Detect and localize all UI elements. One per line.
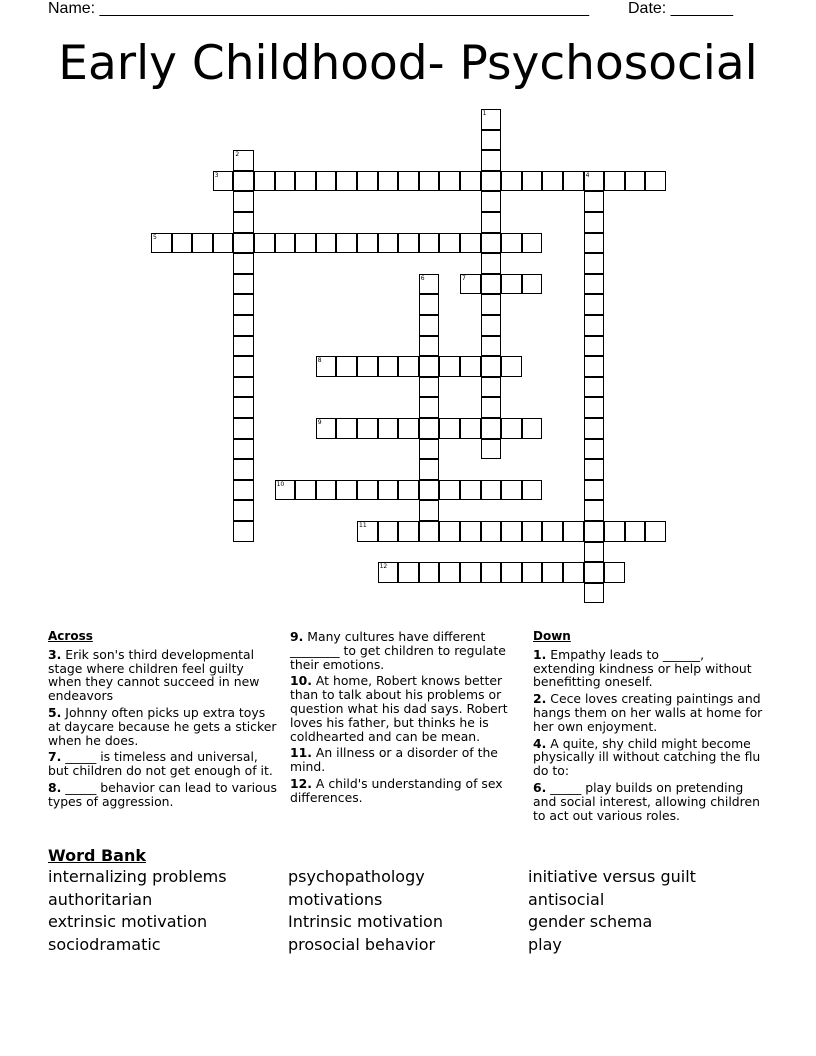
crossword-cell[interactable] xyxy=(501,233,522,254)
crossword-cell[interactable] xyxy=(316,418,337,439)
crossword-cell[interactable] xyxy=(357,171,378,192)
crossword-cell[interactable] xyxy=(481,377,502,398)
crossword-cell[interactable] xyxy=(233,418,254,439)
word-bank-item: motivations xyxy=(288,889,383,909)
crossword-cell[interactable] xyxy=(584,562,605,583)
crossword-cell[interactable] xyxy=(522,274,543,295)
clue-across-7: 7. _____ is timeless and universal, but children do not get enough of it. xyxy=(48,749,273,779)
crossword-cell[interactable] xyxy=(481,212,502,233)
crossword-cell[interactable] xyxy=(584,294,605,315)
crossword-cell[interactable] xyxy=(439,418,460,439)
clue-across-3: 3. Erik son's third developmental stage where children feel guilty when they cannot succeed in new endeavors xyxy=(48,646,260,704)
crossword-cell[interactable] xyxy=(481,274,502,295)
crossword-cell[interactable] xyxy=(439,233,460,254)
crossword-cell[interactable] xyxy=(522,562,543,583)
crossword-cell[interactable] xyxy=(460,418,481,439)
crossword-cell[interactable] xyxy=(419,500,440,521)
crossword-cell[interactable] xyxy=(275,233,296,254)
crossword-cell[interactable] xyxy=(419,397,440,418)
word-bank xyxy=(48,846,768,956)
crossword-cell[interactable] xyxy=(481,521,502,542)
crossword-cell[interactable] xyxy=(151,233,172,254)
crossword-cell[interactable] xyxy=(378,233,399,254)
crossword-cell[interactable] xyxy=(625,171,646,192)
crossword-cell[interactable] xyxy=(481,109,502,130)
crossword-cell[interactable] xyxy=(233,336,254,357)
crossword-cell[interactable] xyxy=(563,521,584,542)
crossword-cell[interactable] xyxy=(419,315,440,336)
across-heading: Across xyxy=(48,629,93,643)
crossword-cell[interactable] xyxy=(316,480,337,501)
crossword-cell[interactable] xyxy=(501,274,522,295)
cell-number: 7 xyxy=(462,274,466,282)
clue-across-10: 10. At home, Robert knows better than to talk about his problems or question what his dad says. Robert loves his father, but thinks he is coldhearted and can be mean. xyxy=(290,673,508,744)
crossword-cell[interactable] xyxy=(357,521,378,542)
cell-number: 6 xyxy=(420,274,425,282)
cell-number: 11 xyxy=(359,522,367,529)
crossword-cell[interactable] xyxy=(419,480,440,501)
crossword-cell[interactable] xyxy=(542,171,563,192)
crossword-cell[interactable] xyxy=(233,150,254,171)
date-field-label[interactable]: Date: _______ xyxy=(628,0,733,17)
cell-number: 3 xyxy=(214,171,219,179)
crossword-cell[interactable] xyxy=(233,171,254,192)
crossword-cell[interactable] xyxy=(584,274,605,295)
crossword-cell[interactable] xyxy=(481,233,502,254)
word-bank-item: prosocial behavior xyxy=(288,934,436,954)
crossword-cell[interactable] xyxy=(481,336,502,357)
crossword-cell[interactable] xyxy=(233,212,254,233)
clue-down-4: 4. A quite, shy child might become physically ill without catching the flu do to: xyxy=(533,735,761,779)
crossword-cell[interactable] xyxy=(419,294,440,315)
crossword-cell[interactable] xyxy=(584,356,605,377)
crossword-cell[interactable] xyxy=(398,480,419,501)
crossword-cell[interactable] xyxy=(460,274,481,295)
crossword-cell[interactable] xyxy=(501,418,522,439)
crossword-cell[interactable] xyxy=(357,480,378,501)
crossword-cell[interactable] xyxy=(439,356,460,377)
cell-number: 5 xyxy=(153,233,157,241)
word-bank-item: Intrinsic motivation xyxy=(288,912,443,932)
crossword-cell[interactable] xyxy=(233,191,254,212)
crossword-cell[interactable] xyxy=(481,130,502,151)
cell-number: 12 xyxy=(379,563,388,571)
word-bank-heading: Word Bank xyxy=(48,846,147,865)
crossword-cell[interactable] xyxy=(563,562,584,583)
crossword-cell[interactable] xyxy=(522,480,543,501)
crossword-cell[interactable] xyxy=(481,439,502,460)
crossword-cell[interactable] xyxy=(233,459,254,480)
word-bank-item: initiative versus guilt xyxy=(528,867,696,886)
crossword-cell[interactable] xyxy=(419,562,440,583)
crossword-cell[interactable] xyxy=(563,171,584,192)
crossword-cell[interactable] xyxy=(584,171,605,192)
crossword-cell[interactable] xyxy=(233,439,254,460)
crossword-cell[interactable] xyxy=(398,521,419,542)
crossword-cell[interactable] xyxy=(481,150,502,171)
crossword-cell[interactable] xyxy=(233,274,254,295)
crossword-cell[interactable] xyxy=(419,459,440,480)
crossword-cell[interactable] xyxy=(233,315,254,336)
crossword-cell[interactable] xyxy=(295,480,316,501)
across-clues-col1 xyxy=(48,630,280,812)
crossword-cell[interactable] xyxy=(316,233,337,254)
crossword-cell[interactable] xyxy=(522,418,543,439)
crossword-cell[interactable] xyxy=(398,233,419,254)
crossword-cell[interactable] xyxy=(439,171,460,192)
crossword-cell[interactable] xyxy=(439,480,460,501)
crossword-cell[interactable] xyxy=(233,521,254,542)
crossword-cell[interactable] xyxy=(584,418,605,439)
cell-number: 1 xyxy=(482,110,487,117)
crossword-cell[interactable] xyxy=(316,171,337,192)
crossword-cell[interactable] xyxy=(584,336,605,357)
clue-across-8: 8. _____ behavior can lead to various types of aggression. xyxy=(48,779,277,809)
crossword-cell[interactable] xyxy=(419,377,440,398)
cell-number: 9 xyxy=(317,419,322,426)
crossword-cell[interactable] xyxy=(192,233,213,254)
crossword-cell[interactable] xyxy=(398,562,419,583)
crossword-cell[interactable] xyxy=(645,521,666,542)
crossword-cell[interactable] xyxy=(645,171,666,192)
crossword-cell[interactable] xyxy=(522,521,543,542)
crossword-cell[interactable] xyxy=(584,459,605,480)
down-heading: Down xyxy=(533,629,571,643)
crossword-cell[interactable] xyxy=(584,521,605,542)
word-bank-item: psychopathology xyxy=(288,867,425,886)
crossword-cell[interactable] xyxy=(584,315,605,336)
crossword-cell[interactable] xyxy=(604,171,625,192)
crossword-cell[interactable] xyxy=(378,356,399,377)
crossword-cell[interactable] xyxy=(604,521,625,542)
crossword-cell[interactable] xyxy=(419,356,440,377)
crossword-cell[interactable] xyxy=(357,233,378,254)
crossword-cell[interactable] xyxy=(439,521,460,542)
crossword-cell[interactable] xyxy=(233,356,254,377)
name-field-label[interactable]: Name: _______________________________________________________ xyxy=(48,0,589,17)
crossword-cell[interactable] xyxy=(419,233,440,254)
crossword-cell[interactable] xyxy=(378,480,399,501)
crossword-cell[interactable] xyxy=(275,480,296,501)
crossword-cell[interactable] xyxy=(501,562,522,583)
crossword-cell[interactable] xyxy=(419,274,440,295)
word-bank-item: antisocial xyxy=(528,889,605,909)
crossword-cell[interactable] xyxy=(584,253,605,274)
crossword-cell[interactable] xyxy=(419,171,440,192)
crossword-cell[interactable] xyxy=(233,397,254,418)
crossword-cell[interactable] xyxy=(233,294,254,315)
crossword-cell[interactable] xyxy=(481,356,502,377)
crossword-cell[interactable] xyxy=(419,439,440,460)
clue-across-11: 11. An illness or a disorder of the mind. xyxy=(290,745,498,775)
crossword-cell[interactable] xyxy=(501,171,522,192)
crossword-cell[interactable] xyxy=(460,233,481,254)
crossword-cell[interactable] xyxy=(501,480,522,501)
crossword-cell[interactable] xyxy=(275,171,296,192)
crossword-cell[interactable] xyxy=(584,191,605,212)
crossword-cell[interactable] xyxy=(460,521,481,542)
word-bank-item: gender schema xyxy=(528,912,653,932)
crossword-cell[interactable] xyxy=(336,171,357,192)
crossword-cell[interactable] xyxy=(336,356,357,377)
cell-number: 10 xyxy=(276,480,285,488)
crossword-cell[interactable] xyxy=(233,253,254,274)
clue-down-6: 6. _____ play builds on pretending and social interest, allowing children to act out various roles. xyxy=(533,779,760,823)
crossword-cell[interactable] xyxy=(378,171,399,192)
crossword-cell[interactable] xyxy=(481,418,502,439)
crossword-cell[interactable] xyxy=(501,356,522,377)
crossword-cell[interactable] xyxy=(542,521,563,542)
crossword-cell[interactable] xyxy=(172,233,193,254)
crossword-cell[interactable] xyxy=(316,356,337,377)
crossword-cell[interactable] xyxy=(336,233,357,254)
crossword-cell[interactable] xyxy=(398,356,419,377)
crossword-cell[interactable] xyxy=(213,233,234,254)
crossword-cell[interactable] xyxy=(460,562,481,583)
clue-across-5: 5. Johnny often picks up extra toys at daycare because he gets a sticker when he does. xyxy=(48,704,277,748)
crossword-cell[interactable] xyxy=(584,480,605,501)
crossword-cell[interactable] xyxy=(295,171,316,192)
crossword-cell[interactable] xyxy=(419,418,440,439)
crossword-cell[interactable] xyxy=(481,480,502,501)
crossword-cell[interactable] xyxy=(233,500,254,521)
crossword-cell[interactable] xyxy=(336,418,357,439)
crossword-cell[interactable] xyxy=(378,418,399,439)
crossword-cell[interactable] xyxy=(481,397,502,418)
cell-number: 2 xyxy=(235,151,240,159)
crossword-cell[interactable] xyxy=(439,562,460,583)
crossword-cell[interactable] xyxy=(378,562,399,583)
crossword-cell[interactable] xyxy=(460,171,481,192)
crossword-cell[interactable] xyxy=(481,253,502,274)
crossword-cell[interactable] xyxy=(584,233,605,254)
word-bank-item: play xyxy=(528,934,562,954)
crossword-cell[interactable] xyxy=(584,397,605,418)
crossword-cell[interactable] xyxy=(481,315,502,336)
crossword-cell[interactable] xyxy=(542,562,563,583)
crossword-cell[interactable] xyxy=(398,171,419,192)
crossword-cell[interactable] xyxy=(233,233,254,254)
crossword-cell[interactable] xyxy=(357,356,378,377)
crossword-cell[interactable] xyxy=(481,294,502,315)
crossword-cell[interactable] xyxy=(625,521,646,542)
crossword-cell[interactable] xyxy=(584,212,605,233)
crossword-cell[interactable] xyxy=(419,521,440,542)
word-bank-item: sociodramatic xyxy=(48,934,161,954)
page-title: Early Childhood- Psychosocial xyxy=(58,36,758,91)
crossword-cell[interactable] xyxy=(254,171,275,192)
crossword-cell[interactable] xyxy=(481,171,502,192)
crossword-cell[interactable] xyxy=(398,418,419,439)
across-clues-col2 xyxy=(290,630,522,808)
header xyxy=(48,0,748,18)
down-clues xyxy=(533,630,769,825)
crossword-cell[interactable] xyxy=(584,377,605,398)
cell-number: 8 xyxy=(317,357,322,365)
clue-down-1: 1. Empathy leads to ______, extending kindness or help without benefitting oneself. xyxy=(533,646,752,690)
crossword-cell[interactable] xyxy=(378,521,399,542)
word-bank-item: internalizing problems xyxy=(48,867,227,886)
word-bank-item: authoritarian xyxy=(48,889,153,909)
crossword-cell[interactable] xyxy=(460,480,481,501)
crossword-cell[interactable] xyxy=(522,171,543,192)
crossword-cell[interactable] xyxy=(419,336,440,357)
crossword-cell[interactable] xyxy=(522,233,543,254)
crossword-cell[interactable] xyxy=(336,480,357,501)
crossword-cell[interactable] xyxy=(233,377,254,398)
crossword-cell[interactable] xyxy=(584,500,605,521)
crossword-cell[interactable] xyxy=(213,171,234,192)
crossword-cell[interactable] xyxy=(460,356,481,377)
crossword-cell[interactable] xyxy=(357,418,378,439)
crossword-cell[interactable] xyxy=(233,480,254,501)
crossword-cell[interactable] xyxy=(501,521,522,542)
crossword-cell[interactable] xyxy=(254,233,275,254)
crossword-cell[interactable] xyxy=(481,562,502,583)
crossword-cell[interactable] xyxy=(295,233,316,254)
clue-across-9: 9. Many cultures have different ________ to get children to regulate their emotions. xyxy=(290,629,506,672)
clue-across-12: 12. A child's understanding of sex differences. xyxy=(290,775,503,805)
crossword-cell[interactable] xyxy=(604,562,625,583)
crossword-cell[interactable] xyxy=(584,583,605,604)
crossword-cell[interactable] xyxy=(584,439,605,460)
crossword-cell[interactable] xyxy=(584,542,605,563)
crossword-cell[interactable] xyxy=(481,191,502,212)
word-bank-item: extrinsic motivation xyxy=(48,912,208,932)
cell-number: 4 xyxy=(585,171,590,179)
clue-down-2: 2. Cece loves creating paintings and hangs them on her walls at home for her own enjoyment. xyxy=(533,691,763,734)
